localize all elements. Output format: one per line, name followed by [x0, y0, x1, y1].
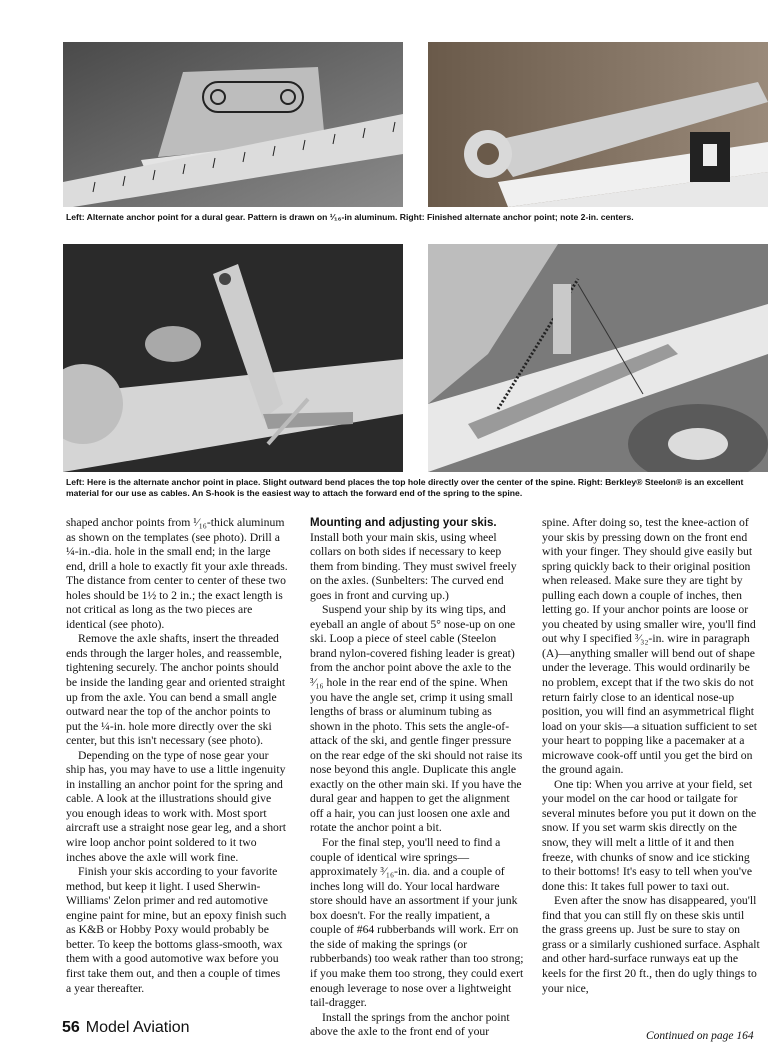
paragraph: Finish your skis according to your favorite method, but keep it light. I used Sherwin-Williams' Zelon primer and red automotive engine paint for mine, but an epoxy finish such as K&B or Hobby Poxy would probably be better. To keep the bottoms glass-smooth, wax them with a good automotive wax before you first take them out, and then a couple of times a year thereafter. [66, 865, 287, 995]
section-heading: Mounting and adjusting your skis. [310, 517, 497, 529]
article-column-2 [310, 516, 524, 1040]
paragraph: Depending on the type of nose gear your ship has, you may have to use a little ingenuity in installing an anchor point for the spring and cable. A look at the illustrations should give you enough ideas to work with. Most sport aircraft use a straight nose gear leg, and a short wire loop anchor point soldered to it two inches above the axle will work fine. [66, 748, 287, 864]
paragraph: For the final step, you'll need to find a couple of identical wire springs—approximately ³⁄₁₆-in. dia. and a couple of inches long will do. Your local hardware store should have an assortment if your junk box doesn't. For the really impatient, a couple of #64 rubberbands will work. Err on the side of making the springs (or rubberbands) too weak rather than too strong; if you make them too strong, they could exert enough leverage to nose over a lightweight tail-dragger. [310, 836, 524, 1010]
page-number: 56 [62, 1019, 80, 1036]
article-column-1 [66, 516, 288, 996]
caption-middle: Left: Here is the alternate anchor point in place. Slight outward bend places the top hole directly over the center of the spine. Right: Berkley® Steelon® is an excellent material for our use as cables. An S-hook is the easiest way to attach the forward end of the spring to the spine. [66, 477, 744, 498]
paragraph: Even after the snow has disappeared, you'll find that you can still fly on these skis until the grass greens up. Just be sure to stay on grass or a similarly cushioned surface. Asphalt and other hard-surface runways eat up the keels for the first 20 ft., then do ugly things to your nice, [542, 894, 760, 995]
paragraph: Install the springs from the anchor point above the axle to the front end of your [310, 1010, 510, 1039]
article-column-3 [542, 516, 760, 996]
continued-note: Continued on page 164 [646, 1030, 754, 1042]
photo-dural-pattern [63, 42, 403, 207]
photo-steelon-cable [428, 244, 768, 472]
page-footer [62, 1019, 190, 1037]
caption-top: Left: Alternate anchor point for a dural gear. Pattern is drawn on ¹⁄₁₆-in aluminum. Right: Finished alternate anchor point; note 2-in. centers. [66, 212, 634, 222]
paragraph-text: Install both your main skis, using wheel collars on both sides if necessary to keep them from binding. They must swivel freely on the axles. (Sunbelters: The curved end goes in front and curving up.) [310, 530, 517, 602]
photo-anchor-in-place [63, 244, 403, 472]
paragraph: spine. After doing so, test the knee-action of your skis by pressing down on the front end with your finger. They should give easily but spring quickly back to their original position when released. Make sure they are tight by pulling each down a couple of inches, then letting go. If your anchor points are loose or you cheated by using smaller wire, you'll find out why I specified ³⁄₃₂-in. wire in paragraph (A)—anything smaller will bend out of shape under the leverage. This would ordinarily be no problem, except that if the two skis do not return fairly close to an identical nose-up position, you will find an asymmetrical flight load on your skis—a situation sufficient to set your heart to popping like a pacemaker at a microwave cook-off until you get the bird on the ground again. [542, 516, 758, 777]
photo-finished-anchor [428, 42, 768, 207]
magazine-name: Model Aviation [85, 1019, 190, 1036]
paragraph: Suspend your ship by its wing tips, and eyeball an angle of about 5° nose-up on one ski. Loop a piece of steel cable (Steelon brand nylon-covered fishing leader is great) from the anchor point above the axle to the ³⁄₁₆ hole in the rear end of the spine. When you have the angle set, crimp it using small lengths of brass or aluminum tubing as shown in the photo. This sets the angle-of-attack of the ski, and gentle finger pressure on the rear edge of the ski should not raise its nose beyond this angle. Duplicate this angle exactly on the other main ski. If you have the dural gear and happen to get the alignment off a hair, you can just loosen one axle and rotate the anchor point a bit. [310, 603, 523, 835]
paragraph: One tip: When you arrive at your field, set your model on the car hood or tailgate for several minutes before you put it down on the snow. If you set warm skis directly on the snow, they will melt a little of it and then freeze, with chunks of snow and ice sticking to their bottoms! It's easy to tell when you've done this: It takes full power to taxi out. [542, 777, 757, 893]
paragraph: shaped anchor points from ¹⁄₁₆-thick aluminum as shown on the templates (see photo). Drill a ¼-in.-dia. hole in the small end; in the large end, drill a hole to exactly fit your axle threads. The distance from center to center of these two holes should be 1½ to 2 in.; the exact length is not critical as long as the two pieces are identical (see photo). [66, 516, 288, 631]
paragraph: Remove the axle shafts, insert the threaded ends through the larger holes, and reassemble, tightening securely. The anchor points should be inside the landing gear and oriented straight up from the axle. You can bend a small angle outward near the top of the anchor points to put the ¼-in. hole more directly over the ski center, but this isn't necessary (see photo). [66, 632, 286, 748]
